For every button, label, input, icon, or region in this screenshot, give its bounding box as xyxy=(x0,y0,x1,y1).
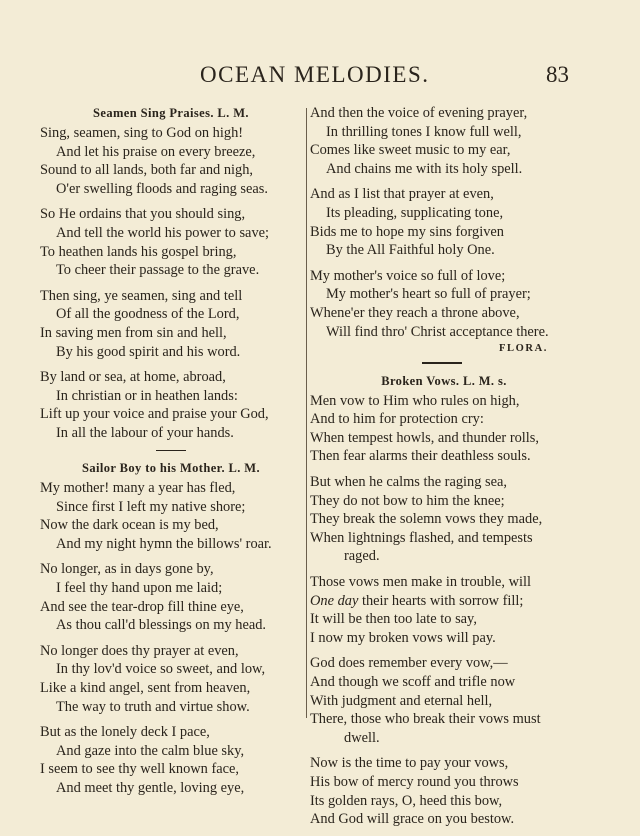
verse-line: Will find thro' Christ acceptance there. xyxy=(326,323,549,340)
author-signature: FLORA. xyxy=(499,343,548,355)
verse-line: In thrilling tones I know full well, xyxy=(326,123,522,140)
verse-line: And though we scoff and trifle now xyxy=(310,673,516,690)
verse-line: The way to truth and virtue show. xyxy=(56,698,250,715)
stanza xyxy=(40,205,302,279)
verse-line: And as I list that prayer at even, xyxy=(310,186,494,203)
verse-line: There, those who break their vows must xyxy=(310,711,541,728)
right-column xyxy=(310,104,578,836)
verse-line: I now my broken vows will pay. xyxy=(310,629,496,646)
verse-line: Whene'er they reach a throne above, xyxy=(310,304,520,321)
stanza xyxy=(40,560,302,634)
page-number: 83 xyxy=(546,62,569,87)
hymn-title: Sailor Boy to his Mother. L. M. xyxy=(81,461,261,475)
verse-line: Then fear alarms their deathless souls. xyxy=(310,448,531,465)
verse-line: To heathen lands his gospel bring, xyxy=(40,243,237,260)
verse-line xyxy=(310,592,578,611)
verse-line: By the All Faithful holy One. xyxy=(326,242,495,259)
stanza xyxy=(310,392,578,466)
verse-line: raged. xyxy=(344,548,380,565)
section-separator xyxy=(156,450,186,452)
verse-line: Sound to all lands, both far and nigh, xyxy=(40,162,254,179)
verse-line: And God will grace on you bestow. xyxy=(310,811,515,828)
verse-line: Lift up your voice and praise your God, xyxy=(40,406,269,423)
stanza xyxy=(40,287,302,361)
verse-line: They break the solemn vows they made, xyxy=(310,511,543,528)
verse-line: So He ordains that you should sing, xyxy=(40,206,246,223)
stanza xyxy=(40,723,302,797)
verse-line: I feel thy hand upon me laid; xyxy=(56,579,223,596)
verse-line: dwell. xyxy=(344,729,380,746)
verse-line: In saving men from sin and hell, xyxy=(40,324,227,341)
verse-line: And meet thy gentle, loving eye, xyxy=(56,779,245,796)
stanza xyxy=(310,473,578,566)
stanza xyxy=(310,267,578,341)
hymn-title: Broken Vows. L. M. s. xyxy=(381,373,507,388)
stanza xyxy=(310,185,578,259)
verse-line: I seem to see thy well known face, xyxy=(40,761,240,778)
verse-line: And let his praise on every breeze, xyxy=(56,143,256,160)
verse-line: But as the lonely deck I pace, xyxy=(40,724,210,741)
verse-text: their hearts with sorrow fill; xyxy=(358,592,524,609)
stanza xyxy=(40,368,302,442)
verse-line: By land or sea, at home, abroad, xyxy=(40,369,226,386)
verse-line: O'er swelling floods and raging seas. xyxy=(56,180,269,197)
verse-line: By his good spirit and his word. xyxy=(56,343,241,360)
verse-line: Men vow to Him who rules on high, xyxy=(310,392,520,409)
verse-line: Then sing, ye seamen, sing and tell xyxy=(40,287,243,304)
left-column xyxy=(40,104,302,805)
verse-line: And tell the world his power to save; xyxy=(56,224,270,241)
italic-emphasis: One day xyxy=(310,592,359,609)
column-divider xyxy=(306,108,307,718)
verse-line: In christian or in heathen lands: xyxy=(56,387,238,404)
verse-line: Sing, seamen, sing to God on high! xyxy=(40,125,244,141)
verse-line: My mother's heart so full of prayer; xyxy=(326,286,531,303)
verse-line: Now is the time to pay your vows, xyxy=(310,755,509,772)
verse-line: No longer does thy prayer at even, xyxy=(40,642,239,659)
section-separator xyxy=(422,362,462,364)
stanza xyxy=(40,479,302,553)
verse-line: To cheer their passage to the grave. xyxy=(56,262,260,279)
verse-line: Bids me to hope my sins forgiven xyxy=(310,223,504,240)
stanza xyxy=(40,642,302,716)
verse-line: My mother's voice so full of love; xyxy=(310,267,506,284)
verse-line: God does remember every vow,— xyxy=(310,655,508,672)
stanza xyxy=(310,104,578,178)
stanza xyxy=(310,573,578,647)
stanza xyxy=(310,754,578,828)
verse-line: Its golden rays, O, heed this bow, xyxy=(310,792,503,809)
verse-line: Its pleading, supplicating tone, xyxy=(326,204,504,221)
verse-line: It will be then too late to say, xyxy=(310,611,477,628)
verse-line: His bow of mercy round you throws xyxy=(310,773,519,790)
verse-line: No longer, as in days gone by, xyxy=(40,561,214,578)
verse-line: But when he calms the raging sea, xyxy=(310,474,508,490)
verse-line: Those vows men make in trouble, will xyxy=(310,573,532,590)
verse-line: As thou call'd blessings on my head. xyxy=(56,617,267,634)
verse-line: Now the dark ocean is my bed, xyxy=(40,517,219,534)
verse-line: With judgment and eternal hell, xyxy=(310,692,493,709)
verse-line: And gaze into the calm blue sky, xyxy=(56,742,245,759)
hymn-title: Seamen Sing Praises. L. M. xyxy=(93,106,249,120)
verse-line: And to him for protection cry: xyxy=(310,411,484,428)
verse-line: Of all the goodness of the Lord, xyxy=(56,306,240,323)
verse-line: When tempest howls, and thunder rolls, xyxy=(310,429,540,446)
stanza xyxy=(310,654,578,747)
verse-line: Since first I left my native shore; xyxy=(56,498,246,515)
verse-line: In all the labour of your hands. xyxy=(56,424,234,441)
stanza xyxy=(40,124,302,198)
verse-line: When lightnings flashed, and tempests xyxy=(310,529,533,546)
verse-line: And my night hymn the billows' roar. xyxy=(56,535,272,552)
verse-line: Comes like sweet music to my ear, xyxy=(310,142,511,159)
verse-line: My mother! many a year has fled, xyxy=(40,480,236,496)
verse-line: And see the tear-drop fill thine eye, xyxy=(40,598,244,615)
verse-line: They do not bow to him the knee; xyxy=(310,492,505,509)
verse-line: And chains me with its holy spell. xyxy=(326,160,523,177)
verse-line: Like a kind angel, sent from heaven, xyxy=(40,679,251,696)
running-header: OCEAN MELODIES. xyxy=(200,62,430,87)
verse-line: In thy lov'd voice so sweet, and low, xyxy=(56,661,266,678)
verse-line: And then the voice of evening prayer, xyxy=(310,105,528,121)
